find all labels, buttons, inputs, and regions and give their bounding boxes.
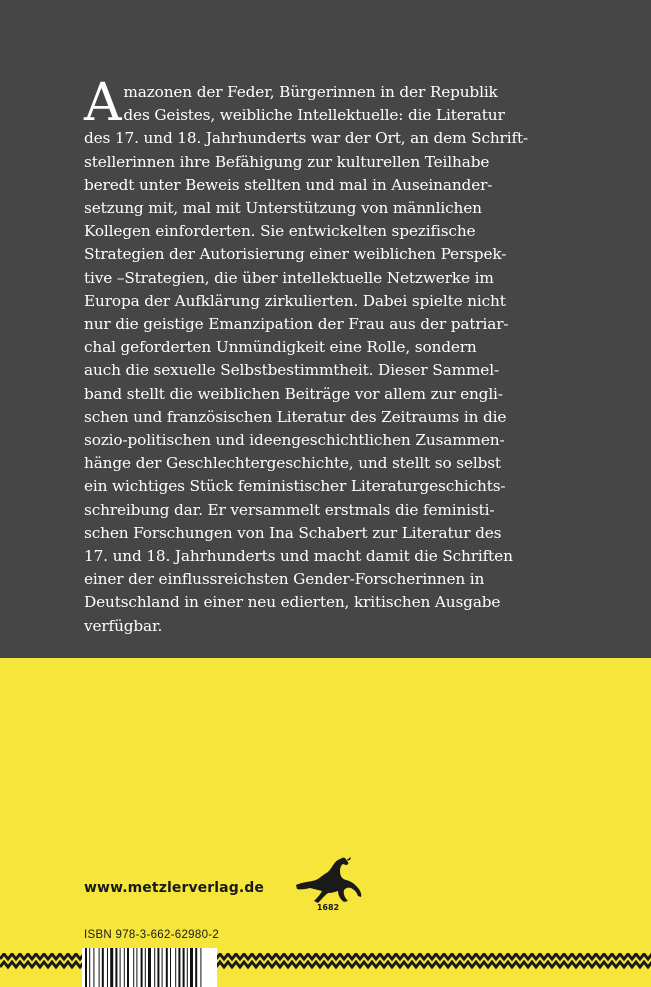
blurb-line: chal geforderten Unmündigkeit eine Rolle, sondern xyxy=(84,338,477,357)
blurb-line: mazonen der Feder, Bürgerinnen in der Republik xyxy=(123,83,498,101)
blurb-line: des Geistes, weibliche Intellektuelle: die Literatur xyxy=(123,106,505,125)
isbn-number: ISBN 978-3-662-62980-2 xyxy=(84,929,220,941)
barcode-bar xyxy=(157,948,159,987)
barcode-bar xyxy=(136,948,137,987)
blurb-line: auch die sexuelle Selbstbestimmtheit. Dieser Sammel- xyxy=(84,361,499,380)
blurb-line: schen Forschungen von Ina Schabert zur Literatur des xyxy=(84,523,502,542)
barcode-bar xyxy=(195,948,197,987)
blurb-line: beredt unter Beweis stellten und mal in Auseinander- xyxy=(84,175,493,194)
barcode-bar xyxy=(102,948,104,987)
blurb-text xyxy=(84,73,564,638)
barcode-bar xyxy=(148,948,151,987)
blurb-line: sozio-politischen und ideengeschichtlichen Zusammen- xyxy=(84,431,505,450)
blurb-line: einer der einflussreichsten Gender-Forscherinnen in xyxy=(84,570,485,589)
barcode-bar xyxy=(190,948,193,987)
barcode-bar xyxy=(110,948,113,987)
barcode-bar xyxy=(89,948,90,987)
blurb-line: ein wichtiges Stück feministischer Literaturgeschichts- xyxy=(84,477,506,496)
blurb-line: des 17. und 18. Jahrhunderts war der Ort, an dem Schrift- xyxy=(84,129,528,148)
barcode-bar xyxy=(200,948,201,987)
barcode-bar xyxy=(115,948,117,987)
logo-year: 1682 xyxy=(316,903,340,912)
barcode-bar xyxy=(85,948,87,987)
blurb-line: band stellt die weiblichen Beiträge vor allem zur engli- xyxy=(84,384,503,403)
barcode-bar xyxy=(141,948,143,987)
blurb-line: verfügbar. xyxy=(84,616,163,635)
blurb-line: Strategien der Autorisierung einer weiblichen Perspek- xyxy=(84,245,507,264)
blurb-line: Deutschland in einer neu edierten, kritischen Ausgabe xyxy=(84,593,501,612)
barcode-bar xyxy=(93,948,94,987)
barcode-bar xyxy=(170,948,171,987)
barcode-bar xyxy=(178,948,180,987)
barcode-bar xyxy=(99,948,100,987)
barcode-bar xyxy=(175,948,176,987)
drop-cap: A xyxy=(84,73,122,133)
blurb-line: schen und französischen Literatur des Zeitraums in die xyxy=(84,407,507,426)
barcode-bar xyxy=(127,948,129,987)
blurb-line: tive –Strategien, die über intellektuelle Netzwerke im xyxy=(84,268,494,287)
publisher-url[interactable]: www.metzlerverlag.de xyxy=(84,880,264,896)
blurb-line: schreibung dar. Er versammelt erstmals die feministi- xyxy=(84,500,495,519)
barcode-bar xyxy=(145,948,146,987)
barcode-bar xyxy=(120,948,121,987)
barcode-bar xyxy=(183,948,185,987)
barcode-bar xyxy=(133,948,134,987)
blurb-line: Kollegen einforderten. Sie entwickelten spezifische xyxy=(84,222,476,241)
blurb-line: 17. und 18. Jahrhunderts und macht damit die Schriften xyxy=(84,547,513,566)
barcode-bar xyxy=(187,948,188,987)
blurb-line: setzung mit, mal mit Unterstützung von männlichen xyxy=(84,199,482,218)
barcode-bar xyxy=(162,948,163,987)
blurb-line: stellerinnen ihre Befähigung zur kulturellen Teilhabe xyxy=(84,152,490,171)
horse-logo-icon xyxy=(288,852,368,912)
barcode xyxy=(82,948,217,987)
blurb-line: nur die geistige Emanzipation der Frau aus der patriar- xyxy=(84,315,509,334)
blurb-line: hänge der Geschlechtergeschichte, und stellt so selbst xyxy=(84,454,501,473)
barcode-bar xyxy=(166,948,168,987)
barcode-bar xyxy=(107,948,108,987)
barcode-bar xyxy=(154,948,155,987)
barcode-bar xyxy=(124,948,125,987)
blurb-line: Europa der Aufklärung zirkulierten. Dabei spielte nicht xyxy=(84,291,506,310)
